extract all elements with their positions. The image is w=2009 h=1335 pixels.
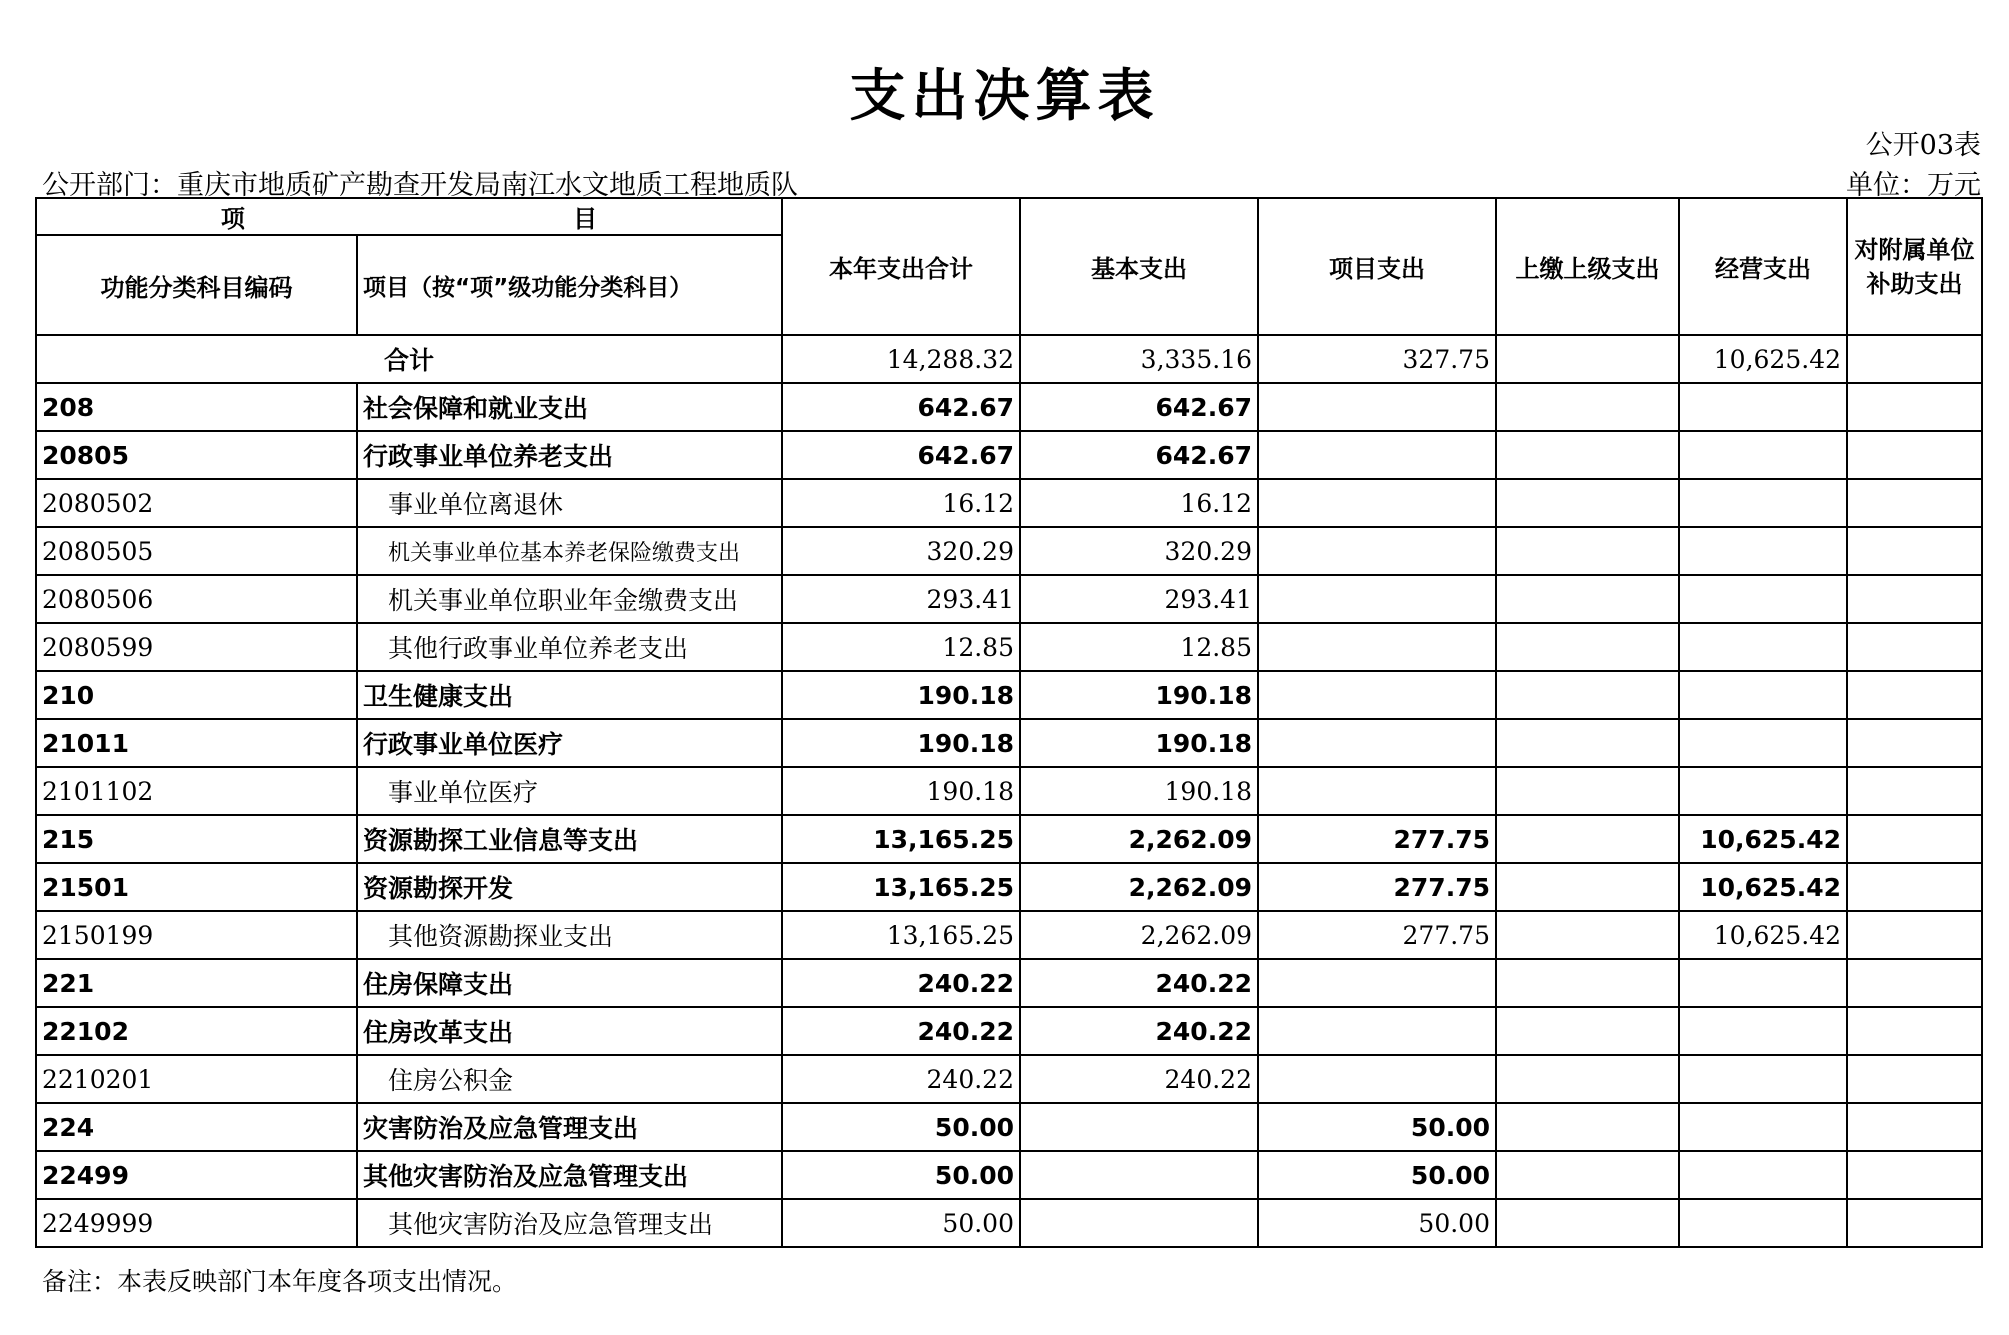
subsidy-cell: [1847, 1055, 1982, 1103]
subsidy-cell: [1847, 527, 1982, 575]
basic-cell: 320.29: [1020, 527, 1258, 575]
upper-cell: [1496, 767, 1679, 815]
code-cell: 22499: [36, 1151, 357, 1199]
table-row: [36, 575, 1982, 623]
item-cell: 事业单位离退休: [357, 479, 782, 527]
code-cell: 20805: [36, 431, 357, 479]
subsidy-cell: [1847, 1007, 1982, 1055]
project-cell: [1258, 671, 1496, 719]
total-cell: 14,288.32: [782, 335, 1020, 383]
upper-cell: [1496, 431, 1679, 479]
project-cell: [1258, 527, 1496, 575]
total-cell: 13,165.25: [782, 815, 1020, 863]
table-row: [36, 1007, 1982, 1055]
project-cell: 277.75: [1258, 863, 1496, 911]
subsidy-cell: [1847, 671, 1982, 719]
business-cell: 10,625.42: [1679, 911, 1847, 959]
code-cell: 208: [36, 383, 357, 431]
project-cell: 50.00: [1258, 1199, 1496, 1247]
code-cell: 21501: [36, 863, 357, 911]
subsidy-cell: [1847, 1151, 1982, 1199]
code-cell: 210: [36, 671, 357, 719]
code-cell: 2150199: [36, 911, 357, 959]
subsidy-cell: [1847, 383, 1982, 431]
group-header-right: 目: [573, 205, 598, 233]
basic-cell: 190.18: [1020, 767, 1258, 815]
basic-cell: 16.12: [1020, 479, 1258, 527]
project-cell: [1258, 1055, 1496, 1103]
code-cell: 215: [36, 815, 357, 863]
total-row: [36, 335, 1982, 383]
total-cell: 642.67: [782, 431, 1020, 479]
header-basic: 基本支出: [1020, 198, 1258, 335]
basic-cell: 12.85: [1020, 623, 1258, 671]
upper-cell: [1496, 479, 1679, 527]
total-cell: 240.22: [782, 1007, 1020, 1055]
upper-cell: [1496, 671, 1679, 719]
header-total: 本年支出合计: [782, 198, 1020, 335]
basic-cell: 190.18: [1020, 671, 1258, 719]
basic-cell: 2,262.09: [1020, 815, 1258, 863]
subsidy-cell: [1847, 1103, 1982, 1151]
table-row: [36, 1055, 1982, 1103]
table-row: [36, 815, 1982, 863]
total-cell: 642.67: [782, 383, 1020, 431]
table-row: [36, 719, 1982, 767]
business-cell: [1679, 1103, 1847, 1151]
upper-cell: [1496, 575, 1679, 623]
basic-cell: [1020, 1103, 1258, 1151]
project-cell: 50.00: [1258, 1151, 1496, 1199]
basic-cell: 240.22: [1020, 1055, 1258, 1103]
header-upper: 上缴上级支出: [1496, 198, 1679, 335]
project-cell: [1258, 767, 1496, 815]
code-cell: 2210201: [36, 1055, 357, 1103]
header-project: 项目支出: [1258, 198, 1496, 335]
project-cell: [1258, 575, 1496, 623]
subsidy-cell: [1847, 431, 1982, 479]
total-cell: 50.00: [782, 1199, 1020, 1247]
business-cell: [1679, 1055, 1847, 1103]
upper-cell: [1496, 863, 1679, 911]
upper-cell: [1496, 815, 1679, 863]
business-cell: [1679, 431, 1847, 479]
table-row: [36, 431, 1982, 479]
item-cell: 机关事业单位职业年金缴费支出: [357, 575, 782, 623]
code-cell: 2101102: [36, 767, 357, 815]
header-subsidy: 对附属单位补助支出: [1847, 198, 1982, 335]
project-cell: [1258, 383, 1496, 431]
table-row: [36, 479, 1982, 527]
total-cell: 190.18: [782, 719, 1020, 767]
business-cell: [1679, 383, 1847, 431]
project-cell: 50.00: [1258, 1103, 1496, 1151]
item-cell: 机关事业单位基本养老保险缴费支出: [357, 527, 782, 575]
table-row: [36, 767, 1982, 815]
total-subsidy-cell: [1847, 335, 1982, 383]
header-item: 项目（按“项”级功能分类科目）: [357, 235, 782, 335]
unit-label: 单位：万元: [1846, 170, 1981, 201]
project-cell: [1258, 1007, 1496, 1055]
project-cell: 277.75: [1258, 815, 1496, 863]
subsidy-cell: [1847, 959, 1982, 1007]
business-cell: 10,625.42: [1679, 863, 1847, 911]
basic-cell: [1020, 1151, 1258, 1199]
project-cell: [1258, 959, 1496, 1007]
total-cell: 293.41: [782, 575, 1020, 623]
business-cell: [1679, 527, 1847, 575]
subsidy-cell: [1847, 815, 1982, 863]
item-cell: 社会保障和就业支出: [357, 383, 782, 431]
total-cell: 190.18: [782, 671, 1020, 719]
basic-cell: 190.18: [1020, 719, 1258, 767]
table-row: [36, 527, 1982, 575]
total-cell: 13,165.25: [782, 863, 1020, 911]
total-label: 合计: [36, 335, 782, 383]
item-cell: 卫生健康支出: [357, 671, 782, 719]
header-business: 经营支出: [1679, 198, 1847, 335]
item-cell: 资源勘探工业信息等支出: [357, 815, 782, 863]
project-cell: 277.75: [1258, 911, 1496, 959]
business-cell: [1679, 575, 1847, 623]
basic-cell: [1020, 1199, 1258, 1247]
total-basic-cell: 3,335.16: [1020, 335, 1258, 383]
upper-cell: [1496, 623, 1679, 671]
item-cell: 其他资源勘探业支出: [357, 911, 782, 959]
basic-cell: 2,262.09: [1020, 911, 1258, 959]
subsidy-cell: [1847, 479, 1982, 527]
code-cell: 2080502: [36, 479, 357, 527]
project-cell: [1258, 719, 1496, 767]
total-cell: 240.22: [782, 959, 1020, 1007]
table-row: [36, 959, 1982, 1007]
upper-cell: [1496, 527, 1679, 575]
table-row: [36, 1199, 1982, 1247]
basic-cell: 642.67: [1020, 383, 1258, 431]
table-row: [36, 1151, 1982, 1199]
project-cell: [1258, 431, 1496, 479]
upper-cell: [1496, 719, 1679, 767]
page-title: 支出决算表: [849, 64, 1160, 129]
basic-cell: 293.41: [1020, 575, 1258, 623]
code-cell: 21011: [36, 719, 357, 767]
code-cell: 2249999: [36, 1199, 357, 1247]
item-cell: 行政事业单位医疗: [357, 719, 782, 767]
total-cell: 50.00: [782, 1103, 1020, 1151]
upper-cell: [1496, 383, 1679, 431]
total-cell: 190.18: [782, 767, 1020, 815]
total-cell: 16.12: [782, 479, 1020, 527]
business-cell: [1679, 1151, 1847, 1199]
upper-cell: [1496, 1055, 1679, 1103]
total-cell: 12.85: [782, 623, 1020, 671]
code-cell: 224: [36, 1103, 357, 1151]
total-upper-cell: [1496, 335, 1679, 383]
total-cell: 240.22: [782, 1055, 1020, 1103]
item-cell: 灾害防治及应急管理支出: [357, 1103, 782, 1151]
department-label: 公开部门：重庆市地质矿产勘查开发局南江水文地质工程地质队: [42, 170, 798, 201]
subsidy-cell: [1847, 719, 1982, 767]
group-header-left: 项: [220, 205, 245, 233]
header-code: 功能分类科目编码: [36, 235, 357, 335]
code-cell: 2080599: [36, 623, 357, 671]
basic-cell: 2,262.09: [1020, 863, 1258, 911]
subsidy-cell: [1847, 863, 1982, 911]
table-row: [36, 671, 1982, 719]
expenditure-table: [35, 197, 1983, 1248]
item-cell: 资源勘探开发: [357, 863, 782, 911]
project-cell: [1258, 623, 1496, 671]
project-cell: [1258, 479, 1496, 527]
table-row: [36, 623, 1982, 671]
subsidy-cell: [1847, 1199, 1982, 1247]
upper-cell: [1496, 1103, 1679, 1151]
business-cell: 10,625.42: [1679, 815, 1847, 863]
table-row: [36, 1103, 1982, 1151]
business-cell: [1679, 1007, 1847, 1055]
form-number: 公开03表: [1865, 130, 1981, 161]
basic-cell: 642.67: [1020, 431, 1258, 479]
business-cell: [1679, 671, 1847, 719]
upper-cell: [1496, 1151, 1679, 1199]
total-cell: 50.00: [782, 1151, 1020, 1199]
total-business-cell: 10,625.42: [1679, 335, 1847, 383]
code-cell: 2080506: [36, 575, 357, 623]
upper-cell: [1496, 1199, 1679, 1247]
code-cell: 221: [36, 959, 357, 1007]
item-group-header: [36, 198, 782, 235]
total-cell: 320.29: [782, 527, 1020, 575]
business-cell: [1679, 719, 1847, 767]
code-cell: 2080505: [36, 527, 357, 575]
subsidy-cell: [1847, 767, 1982, 815]
total-project-cell: 327.75: [1258, 335, 1496, 383]
item-cell: 住房公积金: [357, 1055, 782, 1103]
business-cell: [1679, 479, 1847, 527]
subsidy-cell: [1847, 623, 1982, 671]
basic-cell: 240.22: [1020, 959, 1258, 1007]
upper-cell: [1496, 1007, 1679, 1055]
basic-cell: 240.22: [1020, 1007, 1258, 1055]
table-row: [36, 383, 1982, 431]
subsidy-cell: [1847, 911, 1982, 959]
business-cell: [1679, 959, 1847, 1007]
business-cell: [1679, 1199, 1847, 1247]
table-row: [36, 911, 1982, 959]
total-cell: 13,165.25: [782, 911, 1020, 959]
upper-cell: [1496, 959, 1679, 1007]
item-cell: 行政事业单位养老支出: [357, 431, 782, 479]
item-cell: 其他灾害防治及应急管理支出: [357, 1151, 782, 1199]
item-cell: 住房改革支出: [357, 1007, 782, 1055]
table-row: [36, 863, 1982, 911]
upper-cell: [1496, 911, 1679, 959]
item-cell: 其他行政事业单位养老支出: [357, 623, 782, 671]
business-cell: [1679, 767, 1847, 815]
code-cell: 22102: [36, 1007, 357, 1055]
item-cell: 其他灾害防治及应急管理支出: [357, 1199, 782, 1247]
subsidy-cell: [1847, 575, 1982, 623]
item-cell: 住房保障支出: [357, 959, 782, 1007]
business-cell: [1679, 623, 1847, 671]
item-cell: 事业单位医疗: [357, 767, 782, 815]
footnote: 备注：本表反映部门本年度各项支出情况。: [42, 1267, 518, 1296]
